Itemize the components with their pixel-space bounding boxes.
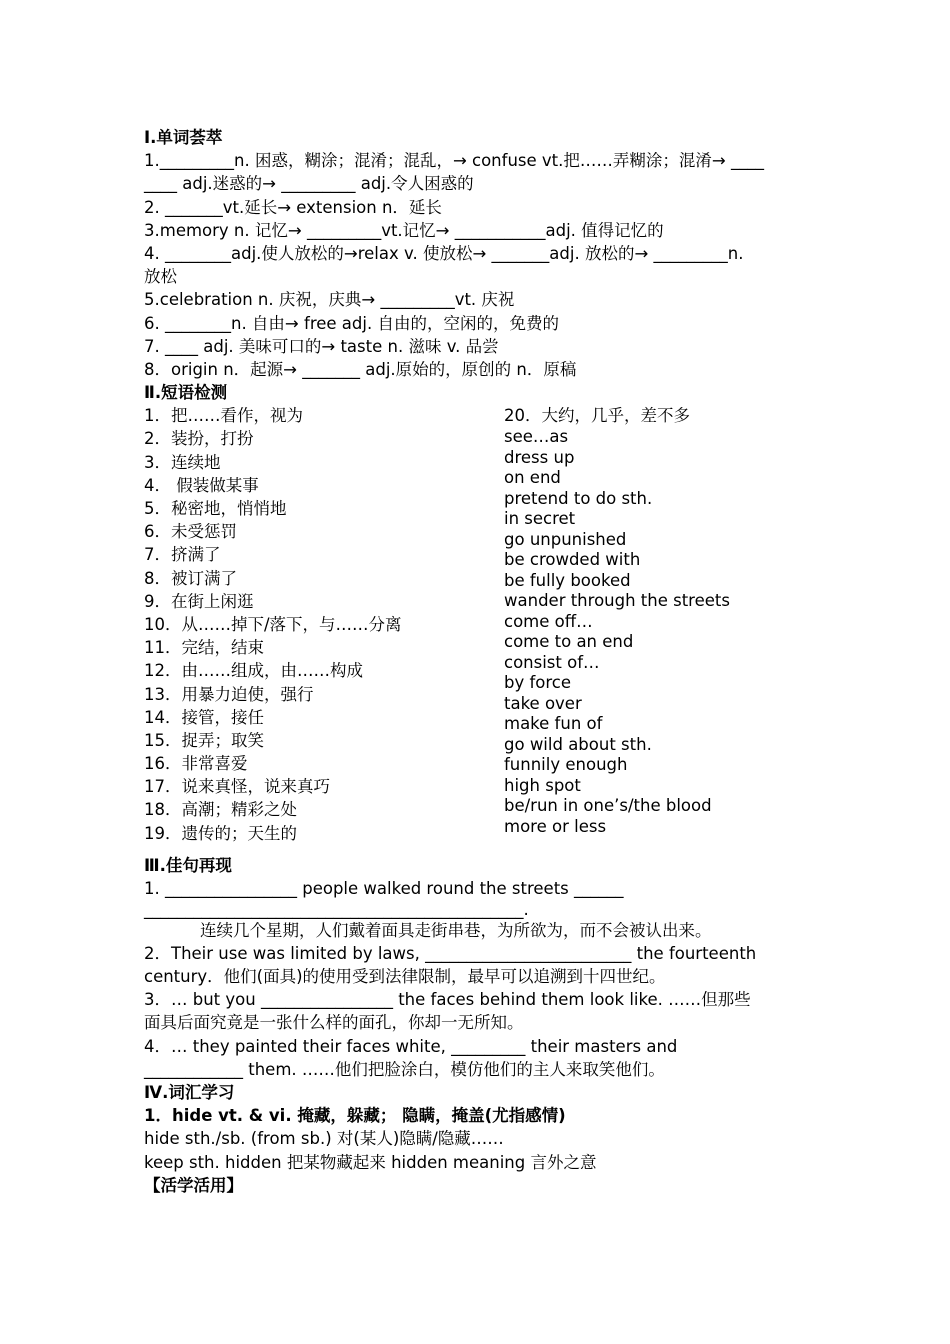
section-2-heading: Ⅱ.短语检测: [144, 383, 228, 403]
phrase-item: 19．遗传的；天生的: [144, 823, 297, 843]
phrase-item: 16．非常喜爱: [144, 754, 248, 774]
phrase-answer: wander through the streets: [504, 591, 730, 611]
section-4-heading: Ⅳ.词汇学习: [144, 1082, 235, 1102]
phrase-item: 7．挤满了: [144, 545, 221, 565]
phrase-item: 17．说来真怪，说来真巧: [144, 777, 330, 797]
phrase-answer: go unpunished: [504, 529, 627, 549]
phrase-answer: funnily enough: [504, 755, 628, 775]
vocab-line: 6. ________n. 自由→ free adj. 自由的，空闲的，免费的: [144, 313, 559, 333]
sentence-line: 1. ________________ people walked round the streets ______: [144, 879, 624, 899]
phrase-answer: by force: [504, 673, 572, 693]
phrase-item: 10．从……掉下/落下，与……分离: [144, 614, 402, 634]
sentence-line: ______________________________________________.: [144, 899, 529, 919]
phrase-item: 9．在街上闲逛: [144, 591, 254, 611]
sentence-line: 3．… but you ________________ the faces behind them look like. ……但那些: [144, 990, 751, 1010]
vocab-line: ____ adj.迷惑的→ _________ adj.令人困惑的: [144, 174, 474, 194]
phrase-table: [144, 404, 809, 842]
phrase-english-column: [504, 404, 809, 837]
phrase-item: 8．被订满了: [144, 568, 237, 588]
phrase-answer: on end: [504, 468, 561, 488]
section-3-heading: Ⅲ.佳句再现: [144, 856, 232, 876]
phrase-item: 4． 假装做某事: [144, 475, 259, 495]
vocab-line: 2. _______vt.延长→ extension n．延长: [144, 197, 442, 217]
vocab-line: 7. ____ adj. 美味可口的→ taste n. 滋味 v. 品尝: [144, 336, 499, 356]
sentence-line: ____________ them. ……他们把脸涂白，模仿他们的主人来取笑他们。: [144, 1059, 665, 1079]
phrase-answer: pretend to do sth.: [504, 488, 653, 508]
phrase-answer: more or less: [504, 816, 607, 836]
sentence-line: 4．… they painted their faces white, _________ their masters and: [144, 1036, 678, 1056]
usage-line: hide sth./sb. (from sb.) 对(某人)隐瞒/隐藏……: [144, 1129, 504, 1149]
practice-label: 【活学活用】: [144, 1175, 243, 1195]
worksheet: [144, 126, 809, 1197]
phrase-answer: see…as: [504, 427, 569, 447]
section-1-heading: Ⅰ.单词荟萃: [144, 128, 223, 147]
sentence-line: 面具后面究竟是一张什么样的面孔，你却一无所知。: [144, 1013, 524, 1033]
phrase-answer: come to an end: [504, 632, 634, 652]
phrase-item: 5．秘密地，悄悄地: [144, 499, 287, 518]
phrase-item: 3．连续地: [144, 452, 221, 472]
vocab-line: 放松: [144, 267, 177, 287]
phrase-item: 2．装扮，打扮: [144, 429, 254, 449]
phrase-answer: be crowded with: [504, 550, 641, 570]
phrase-chinese-column: [144, 404, 494, 845]
phrase-answer: make fun of: [504, 714, 603, 734]
sentence-line: century．他们(面具)的使用受到法律限制，最早可以追溯到十四世纪。: [144, 967, 666, 986]
vocab-list: [144, 149, 809, 381]
phrase-answer: go wild about sth.: [504, 734, 652, 754]
phrase-item: 20．大约，几乎，差不多: [504, 406, 690, 426]
phrase-item: 18．高潮；精彩之处: [144, 800, 297, 820]
phrase-answer: take over: [504, 693, 582, 713]
phrase-answer: come off…: [504, 611, 593, 631]
phrase-answer: be/run in one’s/the blood: [504, 796, 712, 816]
phrase-item: 11．完结，结束: [144, 638, 264, 658]
phrase-answer: consist of…: [504, 652, 600, 672]
phrase-item: 13．用暴力迫使，强行: [144, 684, 314, 704]
vocab-line: 1._________n. 困惑，糊涂；混淆；混乱，→ confuse vt.把……弄糊涂；混淆→ ____: [144, 151, 764, 171]
phrase-answer: high spot: [504, 775, 581, 795]
vocab-line: 4. ________adj.使人放松的→relax v. 使放松→ _______adj. 放松的→ _________n.: [144, 243, 744, 263]
phrase-item: 1．把……看作，视为: [144, 406, 303, 426]
phrase-answer: dress up: [504, 447, 575, 467]
vocab-entry-hide: 1．hide vt. & vi. 掩藏，躲藏； 隐瞒，掩盖(尤指感情): [144, 1106, 566, 1126]
vocab-line: 3.memory n. 记忆→ _________vt.记忆→ ___________adj. 值得记忆的: [144, 220, 664, 240]
sentence-list: [144, 877, 809, 1081]
phrase-item: 15．捉弄；取笑: [144, 730, 264, 750]
usage-line: keep sth. hidden 把某物藏起来 hidden meaning 言外之意: [144, 1152, 597, 1172]
vocab-line: 8．origin n．起源→ _______ adj.原始的，原创的 n．原稿: [144, 359, 577, 379]
phrase-answer: be fully booked: [504, 570, 631, 590]
phrase-item: 6．未受惩罚: [144, 522, 237, 542]
phrase-item: 14．接管，接任: [144, 707, 264, 727]
phrase-answer: in secret: [504, 509, 576, 529]
phrase-item: 12．由……组成，由……构成: [144, 661, 363, 681]
vocab-line: 5.celebration n. 庆祝，庆典→ _________vt. 庆祝: [144, 290, 515, 310]
sentence-line: 连续几个星期，人们戴着面具走街串巷，为所欲为，而不会被认出来。: [200, 920, 712, 940]
sentence-line: 2．Their use was limited by laws, _________________________ the fourteenth: [144, 943, 757, 963]
